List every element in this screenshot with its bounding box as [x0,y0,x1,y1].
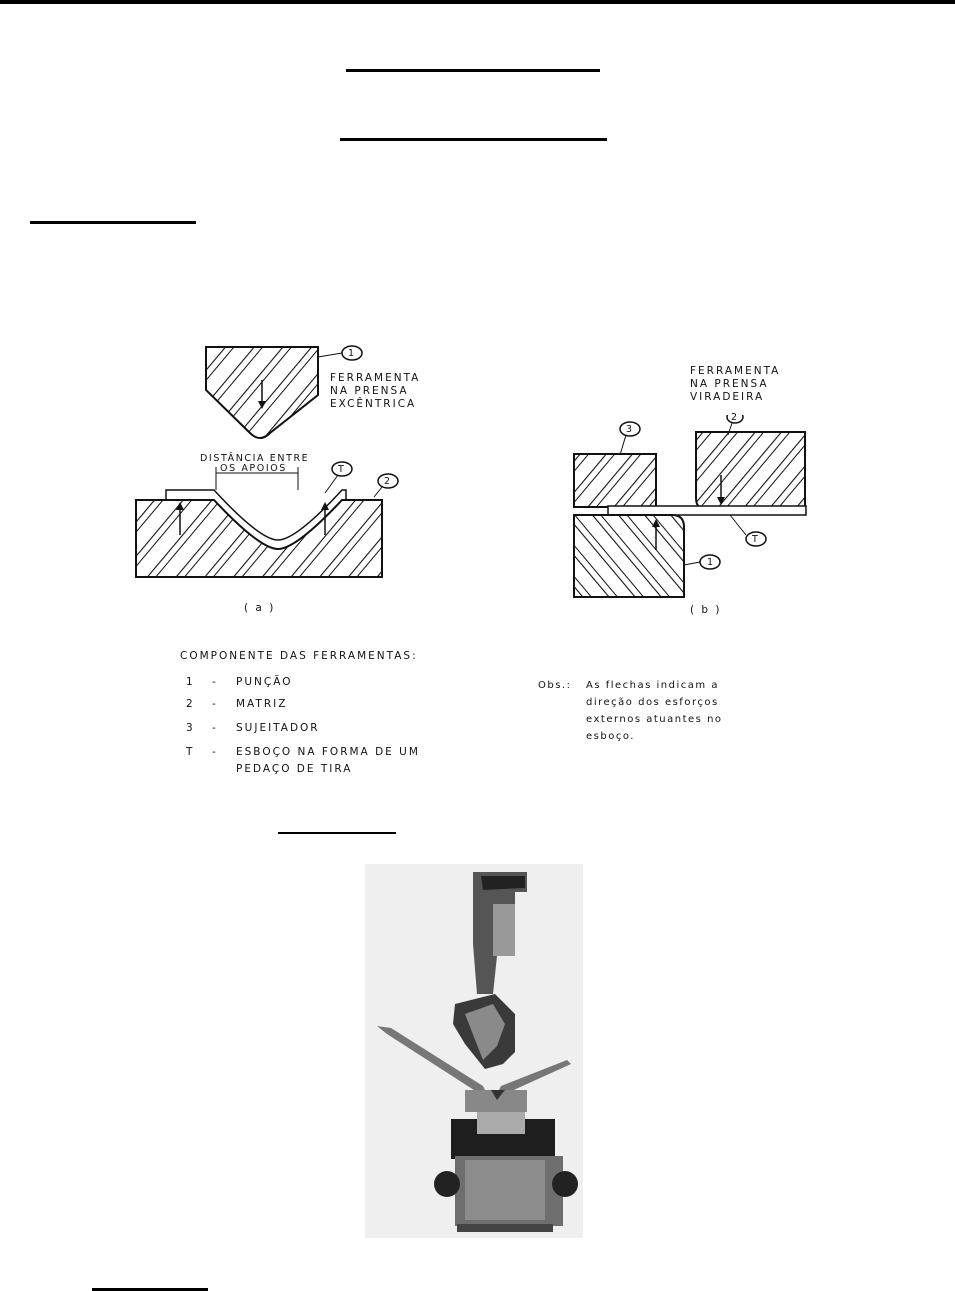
figure-b-diagram [560,415,820,610]
obs-line-2: direção dos esforços [586,697,719,708]
section-rule-1 [30,221,196,224]
figure-a-caption: ( a ) [244,602,276,614]
tool-label-b-line1: FERRAMENTA [690,365,781,377]
callout-T-number-b: T [752,534,760,545]
distance-label-line2: OS APOIOS [220,463,287,474]
press-brake-photo-icon [365,864,583,1238]
clamp-shape [574,454,656,507]
tool-label-a-line3: EXCÊNTRICA [330,398,417,410]
tool-label-a-line1: FERRAMENTA [330,372,421,384]
blank-strip-b-shape [608,506,806,515]
top-border [0,0,955,4]
legend-dash: - [212,746,218,758]
punch-shape [206,347,318,438]
legend-key: 3 [186,722,195,734]
legend-text: MATRIZ [236,698,288,710]
callout-1b-number: 1 [707,557,715,568]
legend-title: COMPONENTE DAS FERRAMENTAS: [180,650,418,662]
heading-rule-1 [346,69,600,72]
legend-dash: - [212,722,218,734]
tool-label-b-line2: NA PRENSA [690,378,769,390]
legend-dash: - [212,698,218,710]
callout-2b-number: 2 [731,412,739,423]
section-rule-2 [278,832,396,834]
obs-label: Obs.: [538,680,572,691]
heading-rule-2 [340,138,607,141]
tool-label-a-line2: NA PRENSA [330,385,409,397]
legend-text: PUNÇÃO [236,676,293,688]
legend-continuation: PEDAÇO DE TIRA [236,763,353,775]
tool-label-b-line3: VIRADEIRA [690,391,765,403]
legend-dash: - [212,676,218,688]
obs-line-1: As flechas indicam a [586,680,719,691]
legend-text: ESBOÇO NA FORMA DE UM [236,746,420,758]
legend-key: 1 [186,676,195,688]
callout-T-number-a: T [338,464,346,475]
obs-line-3: externos atuantes no [586,714,723,725]
distance-label-line1: DISTÂNCIA ENTRE [200,453,310,464]
punch-b-shape [696,432,805,510]
callout-2-number-a: 2 [384,476,392,487]
legend-key: 2 [186,698,195,710]
legend-key: T [186,746,195,758]
callout-3-number: 3 [626,424,634,435]
die-b-shape [574,515,684,597]
obs-line-4: esboço. [586,731,635,742]
legend-text: SUJEITADOR [236,722,320,734]
figure-b-caption: ( b ) [690,604,722,616]
callout-1-number: 1 [348,348,356,359]
